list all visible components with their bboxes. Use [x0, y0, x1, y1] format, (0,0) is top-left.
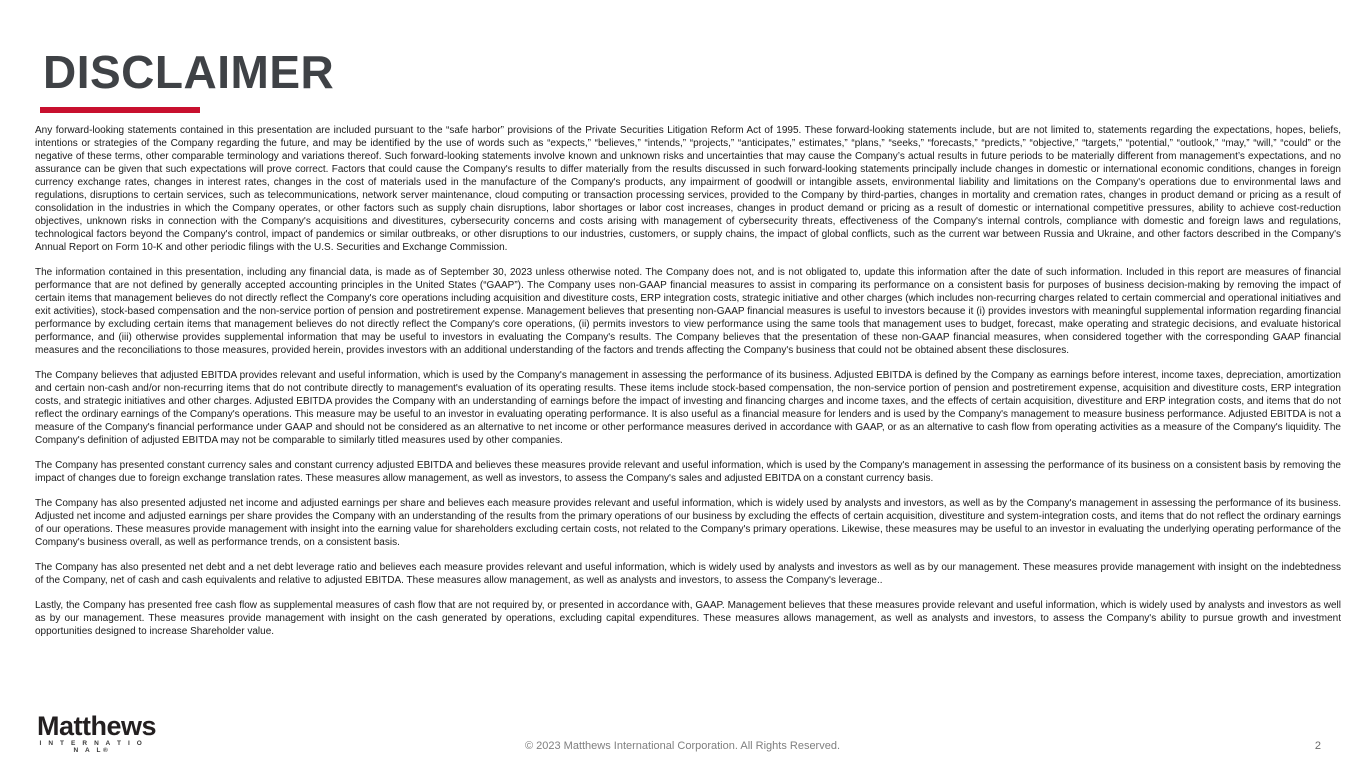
paragraph-forward-looking: Any forward-looking statements contained in this presentation are included pursuant to the “safe harbor” provisions of the Private Securities Litigation Reform Act of 1995. These forward-looking statements include, but are not limited to, statements regarding the expectations, hopes, beliefs, intentions or strategies of the Company regarding the future, and may be identified by the use of words such as “expects,” “believes,” “intends,” “projects,” “anticipates,” estimates,” “plans,” “seeks,” “forecasts,” “predicts,” “objective,” “targets,” “potential,” “outlook,” “may,” “will,” “could” or the negative of these terms, other comparable terminology and variations thereof. Such forward-looking statements involve known and unknown risks and uncertainties that may cause the Company’s actual results in future periods to be materially different from management’s expectations, and no assurance can be given that such expectations will prove correct. Factors that could cause the Company's results to differ materially from the results discussed in such forward-looking statements principally include changes in domestic or international economic conditions, changes in foreign currency exchange rates, changes in interest rates, changes in the cost of materials used in the manufacture of the Company's products, any impairment of goodwill or intangible assets, environmental liability and limitations on the Company's operations due to environmental laws and regulations, disruptions to certain services, such as telecommunications, network server maintenance, cloud computing or transaction processing services, provided to the Company by third-parties, changes in mortality and cremation rates, changes in product demand or pricing as a result of consolidation in the industries in which the Company operates, or other factors such as supply chain disruptions, labor shortages or labor cost increases, changes in product demand or pricing as a result of domestic or international competitive pressures, ability to achieve cost-reduction objectives, unknown risks in connection with the Company's acquisitions and divestitures, cybersecurity concerns and costs arising with management of cybersecurity threats, effectiveness of the Company's internal controls, compliance with domestic and foreign laws and regulations, technological factors beyond the Company's control, impact of pandemics or similar outbreaks, or other disruptions to our industries, customers, or supply chains, the impact of global conflicts, such as the current war between Russia and Ukraine, and other factors described in the Company's Annual Report on Form 10-K and other periodic filings with the U.S. Securities and Exchange Commission. — [35, 125, 1341, 253]
page-number: 2 — [1314, 740, 1321, 752]
title-accent-bar — [40, 107, 200, 113]
paragraph-adjusted-net-income: The Company has also presented adjusted net income and adjusted earnings per share and believes each measure provides relevant and useful information, which is widely used by analysts and investors, as well as by the Company's management in assessing the performance of its business. Adjusted net income and adjusted earnings per share provides the Company with an understanding of the results from the primary operations of our business by excluding the effects of certain acquisition, divestiture and system-integration costs, and items that do not reflect the ordinary earnings of our operations. These measures provide management with insight into the earning value for shareholders excluding certain costs, not related to the Company's primary operations. Likewise, these measures may be useful to an investor in evaluating the underlying operating performance of the Company's business overall, as well as performance trends, on a consistent basis. — [35, 498, 1341, 548]
paragraph-free-cash-flow: Lastly, the Company has presented free cash flow as supplemental measures of cash flow that are not required by, or presented in accordance with, GAAP. Management believes that these measures provide relevant and useful information, which is widely used by analysts and investors as well as by our management. These measures provide management with insight on the cash generated by operations, excluding capital expenditures. These measures allows management, as well as analysts and investors, to assess the Company's ability to pursue growth and investment opportunities designed to increase Shareholder value. — [35, 600, 1341, 637]
slide-header — [43, 48, 334, 96]
slide-footer — [0, 710, 1365, 768]
paragraph-non-gaap-info: The information contained in this presentation, including any financial data, is made as of September 30, 2023 unless otherwise noted. The Company does not, and is not obligated to, update this information after the date of such information. Included in this report are measures of financial performance that are not defined by generally accepted accounting principles in the United States (“GAAP”). The Company uses non-GAAP financial measures to assist in comparing its performance on a consistent basis for purposes of business decision-making by removing the impact of certain items that management believes do not directly reflect the Company's core operations including acquisition and divestiture costs, ERP integration costs, strategic initiative and other charges (which includes non-recurring charges related to certain commercial and operational initiatives and exit activities), stock-based compensation and the non-service portion of pension and postretirement expense. Management believes that presenting non-GAAP financial measures is useful to investors because it (i) provides investors with meaningful supplemental information regarding financial performance by excluding certain items that management believes do not directly reflect the Company's core operations, (ii) permits investors to view performance using the same tools that management uses to budget, forecast, make operating and strategic decisions, and evaluate historical performance, and (iii) otherwise provides supplemental information that may be useful to investors in evaluating the Company's results. The Company believes that the presentation of these non-GAAP financial measures, when considered together with the corresponding GAAP financial measures and the reconciliations to those measures, provided herein, provides investors with an additional understanding of the factors and trends affecting the Company's business that could not be obtained absent these disclosures. — [35, 267, 1341, 356]
disclaimer-body — [35, 124, 1341, 650]
logo-wordmark: Matthews — [37, 711, 157, 741]
paragraph-constant-currency: The Company has presented constant currency sales and constant currency adjusted EBITDA and believes these measures provide relevant and useful information, which is used by the Company's management in assessing the performance of its business on a consistent basis by removing the impact of changes due to foreign exchange translation rates. These measures allow management, as well as investors, to assess the Company's sales and adjusted EBITDA on a constant currency basis. — [35, 460, 1341, 484]
copyright-text: © 2023 Matthews International Corporation. All Rights Reserved. — [524, 740, 841, 752]
paragraph-adjusted-ebitda: The Company believes that adjusted EBITDA provides relevant and useful information, which is used by the Company's management in assessing the performance of its business. Adjusted EBITDA is defined by the Company as earnings before interest, income taxes, depreciation, amortization and certain non-cash and/or non-recurring items that do not contribute directly to management's evaluation of its operating results. These items include stock-based compensation, the non-service portion of pension and postretirement expense, acquisition and divestiture costs, ERP integration costs, and strategic initiatives and other charges. Adjusted EBITDA provides the Company with an understanding of earnings before the impact of investing and financing charges and income taxes, and the effects of certain acquisition, divestiture and ERP integration costs, and items that do not reflect the ordinary earnings of the Company's operations. This measure may be useful to an investor in evaluating operating performance. It is also useful as a financial measure for lenders and is used by the Company's management to measure business performance. Adjusted EBITDA is not a measure of the Company's financial performance under GAAP and should not be considered as an alternative to net income or other performance measures derived in accordance with GAAP, or as an alternative to cash flow from operating activities as a measure of the Company's liquidity. The Company's definition of adjusted EBITDA may not be comparable to similarly titled measures used by other companies. — [35, 370, 1341, 446]
page-title: DISCLAIMER — [43, 46, 335, 98]
logo-subtext: I N T E R N A T I O N A L® — [39, 740, 145, 754]
paragraph-net-debt: The Company has also presented net debt and a net debt leverage ratio and believes each measure provides relevant and useful information, which is widely used by analysts and investors as well as by our management. These measures provide management with insight on the indebtedness of the Company, net of cash and cash equivalents and relative to adjusted EBITDA. These measures allow management, as well as analysts and investors, to assess the Company's leverage.. — [35, 562, 1341, 586]
